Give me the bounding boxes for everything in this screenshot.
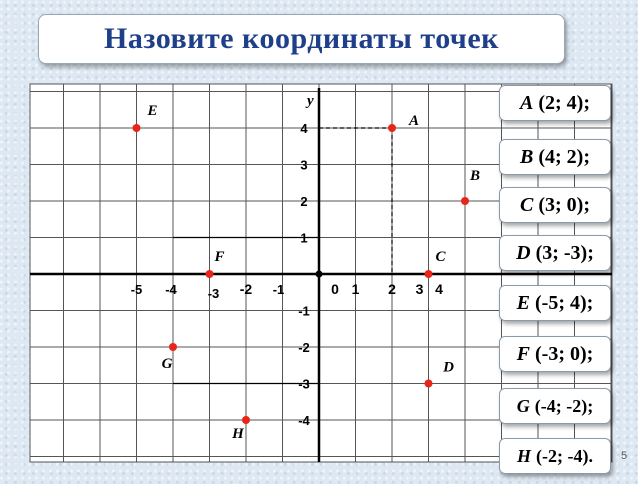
answer-box-d: [499, 235, 611, 271]
y-tick-label: 2: [300, 194, 308, 209]
x-tick-label: -5: [130, 282, 143, 297]
point-label-d: D: [443, 359, 454, 376]
point-h: [242, 416, 250, 424]
point-g: [169, 343, 177, 351]
answer-coordinates: (-4; -2);: [534, 395, 594, 416]
answer-point-name: C: [520, 193, 534, 216]
answer-point-name: A: [520, 91, 534, 114]
answer-coordinates: (3; -3);: [535, 241, 594, 264]
y-tick-label: -1: [298, 303, 310, 319]
y-tick-label: 3: [300, 157, 308, 173]
origin-dot: [316, 271, 323, 278]
point-b: [461, 197, 469, 205]
point-c: [425, 270, 433, 278]
answer-point-name: E: [516, 291, 531, 314]
point-label-h: H: [232, 426, 244, 442]
answer-coordinates: (4; 2);: [538, 145, 590, 168]
answer-point-name: D: [516, 241, 531, 264]
y-tick-label: -2: [298, 340, 310, 355]
y-axis-label: y: [307, 93, 314, 109]
x-tick-label: -4: [165, 282, 177, 297]
answer-point-name: B: [520, 145, 534, 168]
x-tick-label: 1: [351, 281, 360, 297]
point-label-e: E: [147, 103, 158, 119]
x-tick-label: 0: [331, 281, 339, 297]
answer-coordinates: (3; 0);: [538, 193, 590, 216]
slide-number: 5: [621, 450, 628, 462]
answer-box-e: [499, 285, 611, 321]
point-a: [388, 124, 396, 132]
y-tick-label: 1: [300, 230, 308, 246]
x-tick-label: 4: [435, 281, 443, 297]
point-label-c: C: [435, 249, 446, 265]
y-tick-label: -3: [298, 376, 310, 392]
answer-coordinates: (-3; 0);: [535, 342, 594, 365]
point-label-a: A: [408, 113, 420, 129]
answer-point-name: G: [516, 395, 530, 416]
x-tick-label: -3: [207, 286, 220, 301]
x-tick-label: -1: [272, 282, 285, 297]
answer-coordinates: (-5; 4);: [535, 291, 594, 314]
point-d: [425, 380, 433, 388]
point-label-f: F: [214, 249, 225, 265]
point-f: [206, 270, 214, 278]
point-label-b: B: [469, 168, 481, 184]
answer-box-f: [499, 336, 611, 372]
answer-coordinates: (2; 4);: [538, 91, 590, 114]
answer-box-b: [499, 139, 611, 175]
answer-box-h: [499, 438, 611, 474]
answer-point-name: F: [516, 342, 531, 365]
y-tick-label: -4: [298, 413, 310, 428]
point-label-g: G: [161, 356, 173, 372]
y-tick-label: 4: [300, 121, 308, 136]
answer-box-g: [499, 388, 611, 424]
answer-box-c: [499, 187, 611, 223]
x-tick-label: -2: [239, 281, 253, 297]
point-e: [133, 124, 141, 132]
answer-point-name: H: [517, 445, 532, 466]
answer-box-a: [499, 85, 611, 121]
slide-title: Назовите координаты точек: [104, 22, 499, 55]
answer-coordinates: (-2; -4).: [536, 445, 593, 466]
x-tick-label: 2: [388, 281, 396, 297]
x-tick-label: 3: [415, 281, 424, 297]
